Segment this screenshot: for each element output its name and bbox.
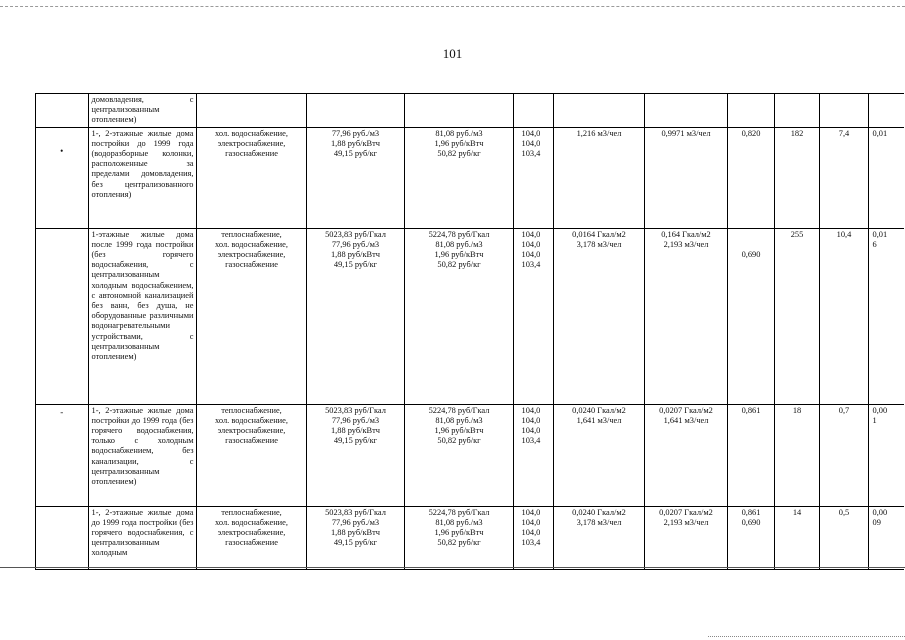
count-cell: 14 <box>774 506 819 570</box>
housing-type-cell: 1-, 2-этажные жилые дома до 1999 года постройки (без горячего водоснабжения, с централизованным холодным <box>88 506 196 570</box>
index-cell: 104,0 104,0 104,0 103,4 <box>513 404 553 506</box>
norm-new-cell: 0,9971 м3/чел <box>644 127 727 228</box>
count-cell: 255 <box>774 228 819 404</box>
tariff-new-cell: 5224,78 руб/Гкал 81,08 руб./м3 1,96 руб/кВтч 50,82 руб/кг <box>404 506 513 570</box>
services-cell: теплоснабжение, хол. водоснабжение, электроснабжение, газоснабжение <box>196 228 306 404</box>
norm-new-cell: 0,0207 Гкал/м2 1,641 м3/чел <box>644 404 727 506</box>
scan-edge-bottom <box>708 636 905 637</box>
table-body <box>36 94 904 570</box>
scan-edge-top <box>0 6 905 7</box>
table-row <box>36 228 904 404</box>
tariff-old-cell: 5023,83 руб/Гкал 77,96 руб./м3 1,88 руб/кВтч 49,15 руб/кг <box>306 404 404 506</box>
table-row <box>36 506 904 570</box>
coefficient-cell: 0,820 <box>727 127 774 228</box>
housing-type-cell: 1-, 2-этажные жилые дома постройки до 1999 года (без горячего водоснабжения, только с холодным водоснабжением, без канализации, с централизованным отоплением) <box>88 404 196 506</box>
share-cell: 0,01 6 <box>868 228 904 404</box>
services-cell: теплоснабжение, хол. водоснабжение, электроснабжение, газоснабжение <box>196 404 306 506</box>
volume-cell: 0,5 <box>819 506 868 570</box>
housing-type-cell: домовладения, с централизованным отоплением) <box>88 94 196 127</box>
volume-cell: 7,4 <box>819 127 868 228</box>
volume-cell: 0,7 <box>819 404 868 506</box>
norm-old-cell: 1,216 м3/чел <box>553 127 644 228</box>
share-cell <box>868 94 904 127</box>
share-cell: 0,00 09 <box>868 506 904 570</box>
page-number: 101 <box>442 46 463 61</box>
housing-type-cell: 1-этажные жилые дома после 1999 года постройки (без горячего водоснабжения, с централизованным холодным водоснабжением, с автономной канализацией без ванн, без душа, не оборудованные различными водонагревательными устройствами, с централизованным отоплением) <box>88 228 196 404</box>
row-marker <box>36 506 88 570</box>
table-row <box>36 94 904 127</box>
share-cell: 0,01 <box>868 127 904 228</box>
tariff-old-cell: 77,96 руб./м3 1,88 руб/кВтч 49,15 руб/кг <box>306 127 404 228</box>
norm-old-cell: 0,0240 Гкал/м2 3,178 м3/чел <box>553 506 644 570</box>
row-marker <box>36 228 88 404</box>
services-cell: хол. водоснабжение, электроснабжение, газоснабжение <box>196 127 306 228</box>
row-marker: - <box>36 404 88 506</box>
tariff-table <box>36 94 904 570</box>
coefficient-cell: 0,861 <box>727 404 774 506</box>
index-cell: 104,0 104,0 103,4 <box>513 127 553 228</box>
tariff-table-frame <box>35 93 904 570</box>
index-cell <box>513 94 553 127</box>
share-cell: 0,00 1 <box>868 404 904 506</box>
index-cell: 104,0 104,0 104,0 103,4 <box>513 228 553 404</box>
tariff-new-cell <box>404 94 513 127</box>
count-cell <box>774 94 819 127</box>
norm-new-cell <box>644 94 727 127</box>
services-cell: теплоснабжение, хол. водоснабжение, электроснабжение, газоснабжение <box>196 506 306 570</box>
tariff-new-cell: 5224,78 руб/Гкал 81,08 руб./м3 1,96 руб/кВтч 50,82 руб/кг <box>404 228 513 404</box>
bottom-rule <box>0 567 905 568</box>
row-marker <box>36 94 88 127</box>
tariff-old-cell: 5023,83 руб/Гкал 77,96 руб./м3 1,88 руб/кВтч 49,15 руб/кг <box>306 506 404 570</box>
services-cell <box>196 94 306 127</box>
volume-cell: 10,4 <box>819 228 868 404</box>
count-cell: 182 <box>774 127 819 228</box>
index-cell: 104,0 104,0 104,0 103,4 <box>513 506 553 570</box>
coefficient-cell <box>727 94 774 127</box>
norm-new-cell: 0,0207 Гкал/м2 2,193 м3/чел <box>644 506 727 570</box>
tariff-new-cell: 81,08 руб./м3 1,96 руб/кВтч 50,82 руб/кг <box>404 127 513 228</box>
norm-new-cell: 0,164 Гкал/м2 2,193 м3/чел <box>644 228 727 404</box>
table-row <box>36 404 904 506</box>
tariff-old-cell <box>306 94 404 127</box>
volume-cell <box>819 94 868 127</box>
coefficient-cell: 0,861 0,690 <box>727 506 774 570</box>
table-row <box>36 127 904 228</box>
tariff-new-cell: 5224,78 руб/Гкал 81,08 руб./м3 1,96 руб/кВтч 50,82 руб/кг <box>404 404 513 506</box>
count-cell: 18 <box>774 404 819 506</box>
norm-old-cell: 0,0164 Гкал/м2 3,178 м3/чел <box>553 228 644 404</box>
tariff-old-cell: 5023,83 руб/Гкал 77,96 руб./м3 1,88 руб/кВтч 49,15 руб/кг <box>306 228 404 404</box>
norm-old-cell: 0,0240 Гкал/м2 1,641 м3/чел <box>553 404 644 506</box>
row-marker: • <box>36 127 88 228</box>
norm-old-cell <box>553 94 644 127</box>
coefficient-cell: 0,690 <box>727 228 774 404</box>
housing-type-cell: 1-, 2-этажные жилые дома постройки до 1999 года (водоразборные колонки, расположенные за пределами домовладения, без централизованного отопления) <box>88 127 196 228</box>
